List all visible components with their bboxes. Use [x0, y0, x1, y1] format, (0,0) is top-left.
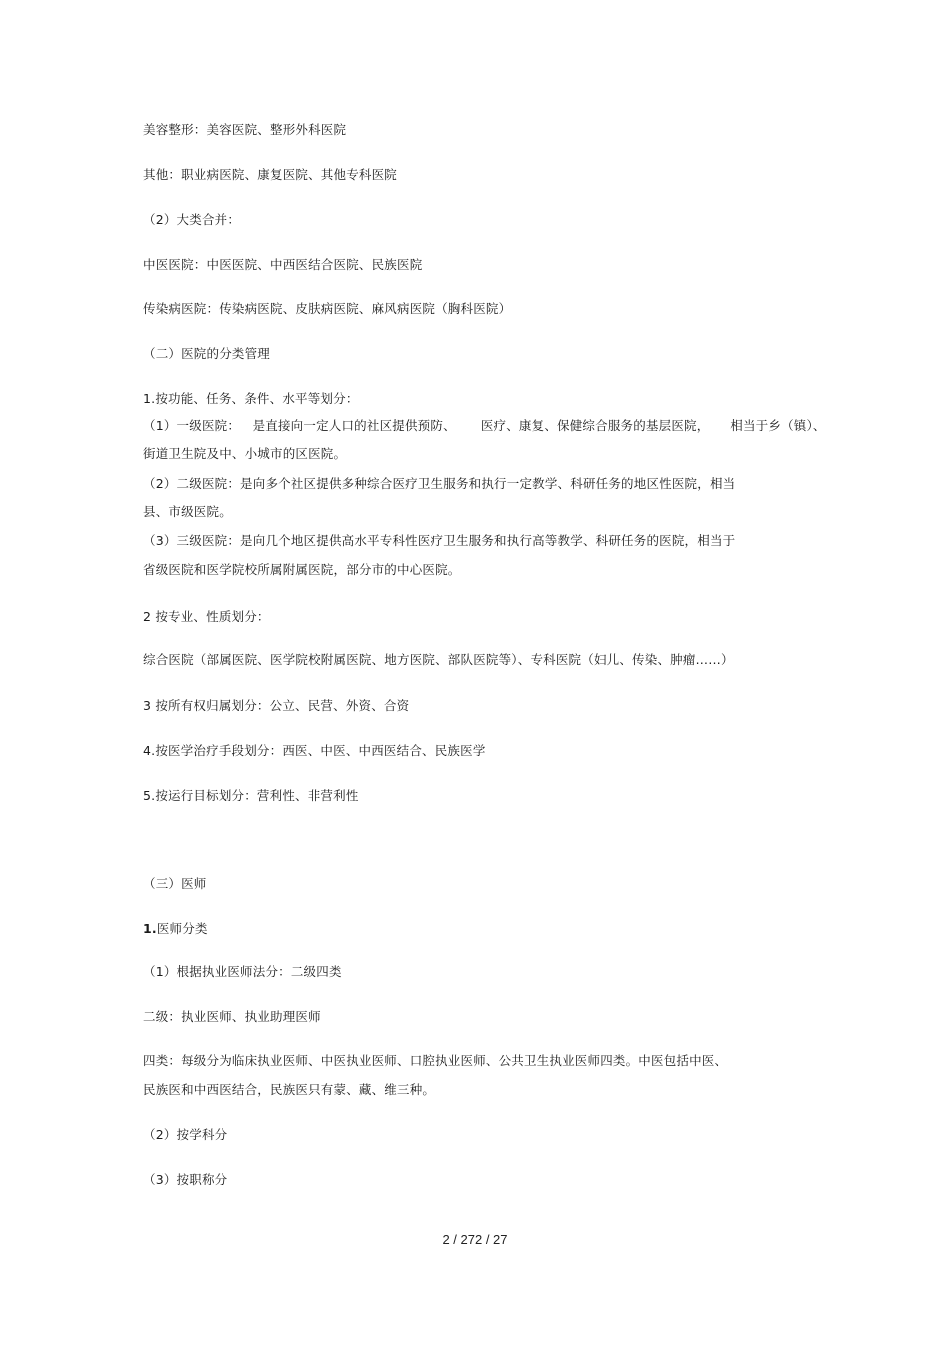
heading-number: 1.: [143, 921, 157, 936]
text-line: （2）按学科分: [143, 1127, 228, 1142]
text-line: 3 按所有权归属划分：公立、民营、外资、合资: [143, 698, 410, 713]
text-line: 2 按专业、性质划分：: [143, 609, 270, 624]
text-line: 中医医院：中医医院、中西医结合医院、民族医院: [143, 257, 423, 272]
text-line: 街道卫生院及中、小城市的区医院。: [143, 446, 347, 461]
text-line: 省级医院和医学院校所属附属医院，部分市的中心医院。: [143, 562, 461, 577]
heading-text: 医师分类: [156, 921, 208, 936]
text-line: 二级：执业医师、执业助理医师: [143, 1009, 321, 1024]
text-line: 综合医院（部属医院、医学院校附属医院、地方医院、部队医院等）、专科医院（妇儿、传染、肿瘤……）: [143, 652, 734, 667]
text-line: 美容整形：美容医院、整形外科医院: [143, 122, 347, 137]
section-heading: （二）医院的分类管理: [143, 346, 271, 361]
text-line: 4.按医学治疗手段划分：西医、中医、中西医结合、民族医学: [143, 743, 486, 758]
text-line: 其他：职业病医院、康复医院、其他专科医院: [143, 167, 398, 182]
text-line: （2）二级医院：是向多个社区提供多种综合医疗卫生服务和执行一定教学、科研任务的地区性医院，相当: [143, 476, 736, 491]
text-line: 5.按运行目标划分：营利性、非营利性: [143, 788, 359, 803]
text-line: 县、市级医院。: [143, 504, 232, 519]
text-line: 四类：每级分为临床执业医师、中医执业医师、口腔执业医师、公共卫生执业医师四类。中医包括中医、: [143, 1053, 728, 1068]
text-line: 民族医和中西医结合，民族医只有蒙、藏、维三种。: [143, 1082, 436, 1097]
subsection-heading: [143, 921, 208, 937]
text-line: （1）根据执业医师法分：二级四类: [143, 964, 342, 979]
text-line: 1.按功能、任务、条件、水平等划分：: [143, 391, 359, 406]
text-line: 传染病医院：传染病医院、皮肤病医院、麻风病医院（胸科医院）: [143, 301, 512, 316]
text-line: （1）一级医院： 是直接向一定人口的社区提供预防、 医疗、康复、保健综合服务的基层医院， 相当于乡（镇）、: [143, 418, 826, 433]
text-line: （3）按职称分: [143, 1172, 228, 1187]
page-number: 2 / 272 / 27: [442, 1232, 508, 1247]
text-line: （3）三级医院：是向几个地区提供高水平专科性医疗卫生服务和执行高等教学、科研任务的医院，相当于: [143, 533, 736, 548]
text-line: （2）大类合并：: [143, 212, 241, 227]
section-heading: （三）医师: [143, 876, 207, 891]
